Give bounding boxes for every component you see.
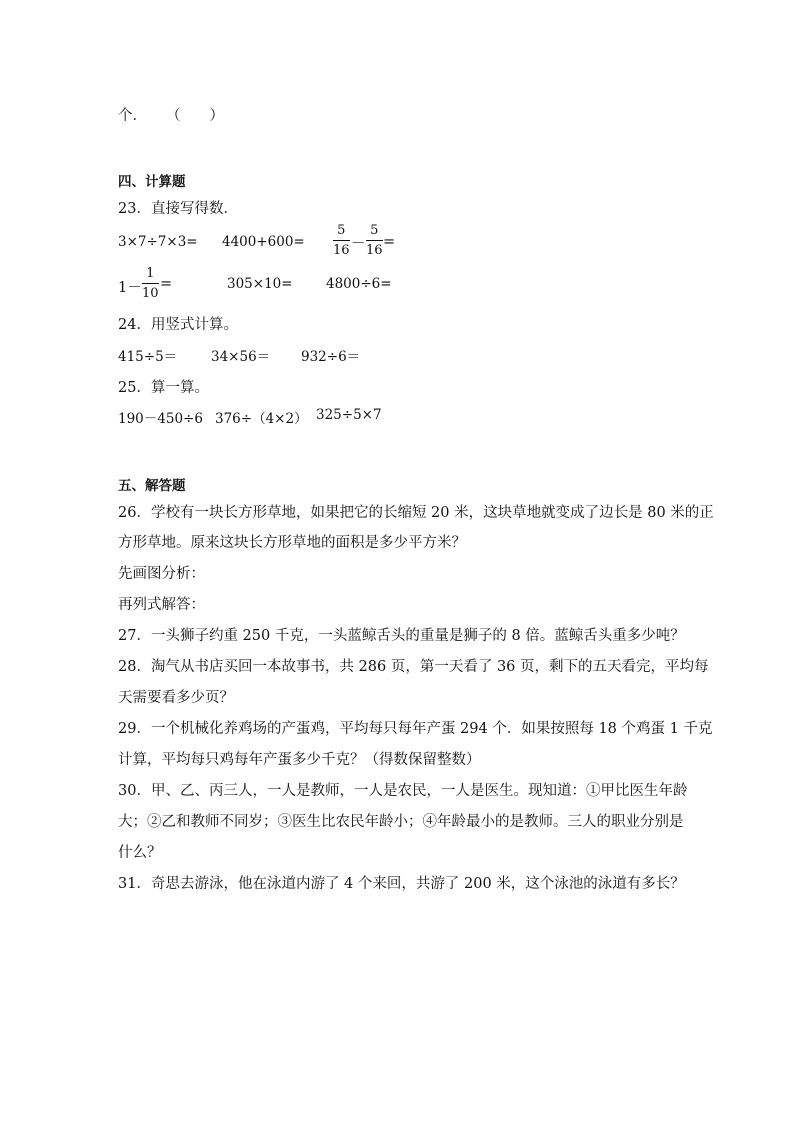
fraction-numerator: 5 [366,224,383,241]
q23-fraction-a [333,224,350,258]
q30-line-3: 什么？ [118,845,162,861]
fraction-numerator: 1 [142,267,159,284]
fraction-denominator: 16 [333,243,350,258]
q28-line-2: 天需要看多少页？ [118,690,234,706]
minus-sign: － [351,236,366,252]
q25-expr-2: 376÷（4×2） [215,411,308,427]
q26-solve-prompt: 再列式解答： [118,597,205,613]
q23-title: 23．直接写得数． [118,201,238,217]
q23-expr-2: 4400+600= [222,234,305,250]
q23-expr-5: 4800÷6= [326,276,392,292]
q23-expr-1: 3×7÷7×3= [118,234,198,250]
q24-expr-3: 932÷6＝ [301,349,361,365]
q26-line-1: 26．学校有一块长方形草地，如果把它的长缩短 20 米，这块草地就变成了边长是 80 米的正 [118,505,714,521]
q25-expr-3: 325÷5×7 [316,407,382,423]
fraction-denominator: 16 [366,243,383,258]
fraction-numerator: 5 [333,224,350,241]
section4-heading: 四、计算题 [118,174,186,190]
q26-line-2: 方形草地。原来这块长方形草地的面积是多少平方米？ [118,535,466,551]
q23-fraction-c [142,267,159,301]
q28-line-1: 28．淘气从书店买回一本故事书，共 286 页，第一天看了 36 页，剩下的五天看完，平均每 [118,659,709,675]
q23-fraction-b [366,224,383,258]
q30-line-1: 30．甲、乙、丙三人，一人是教师，一人是农民，一人是医生。现知道：①甲比医生年龄 [118,783,688,799]
q27-line-1: 27．一头狮子约重 250 千克，一头蓝鲸舌头的重量是狮子的 8 倍。蓝鲸舌头重多少吨？ [118,628,685,644]
fraction-denominator: 10 [142,286,159,301]
q24-expr-1: 415÷5＝ [118,349,178,365]
q31-line-1: 31．奇思去游泳，他在泳道内游了 4 个来回，共游了 200 米，这个泳池的泳道有多长？ [118,876,685,892]
q25-title: 25．算一算。 [118,380,209,396]
q26-draw-prompt: 先画图分析： [118,566,205,582]
q24-expr-2: 34×56＝ [211,349,271,365]
q25-expr-1: 190－450÷6 [118,411,203,427]
q29-line-1: 29．一个机械化养鸡场的产蛋鸡，平均每只每年产蛋 294 个．如果按照每 18 个鸡蛋 1 千克 [118,721,713,737]
q29-line-2: 计算，平均每只鸡每年产蛋多少千克？（得数保留整数） [118,752,481,768]
section5-heading: 五、解答题 [118,478,186,494]
equals-sign: = [383,234,396,250]
q23-expr-4: 305×10= [227,276,293,292]
one-minus: 1－ [118,280,142,296]
equals-sign: = [160,276,173,292]
continued-question-text: 个． [118,108,147,124]
answer-parentheses: （ ） [166,108,224,124]
q30-line-2: 大；②乙和教师不同岁；③医生比农民年龄小；④年龄最小的是教师。三人的职业分别是 [118,814,684,830]
q24-title: 24．用竖式计算。 [118,317,238,333]
